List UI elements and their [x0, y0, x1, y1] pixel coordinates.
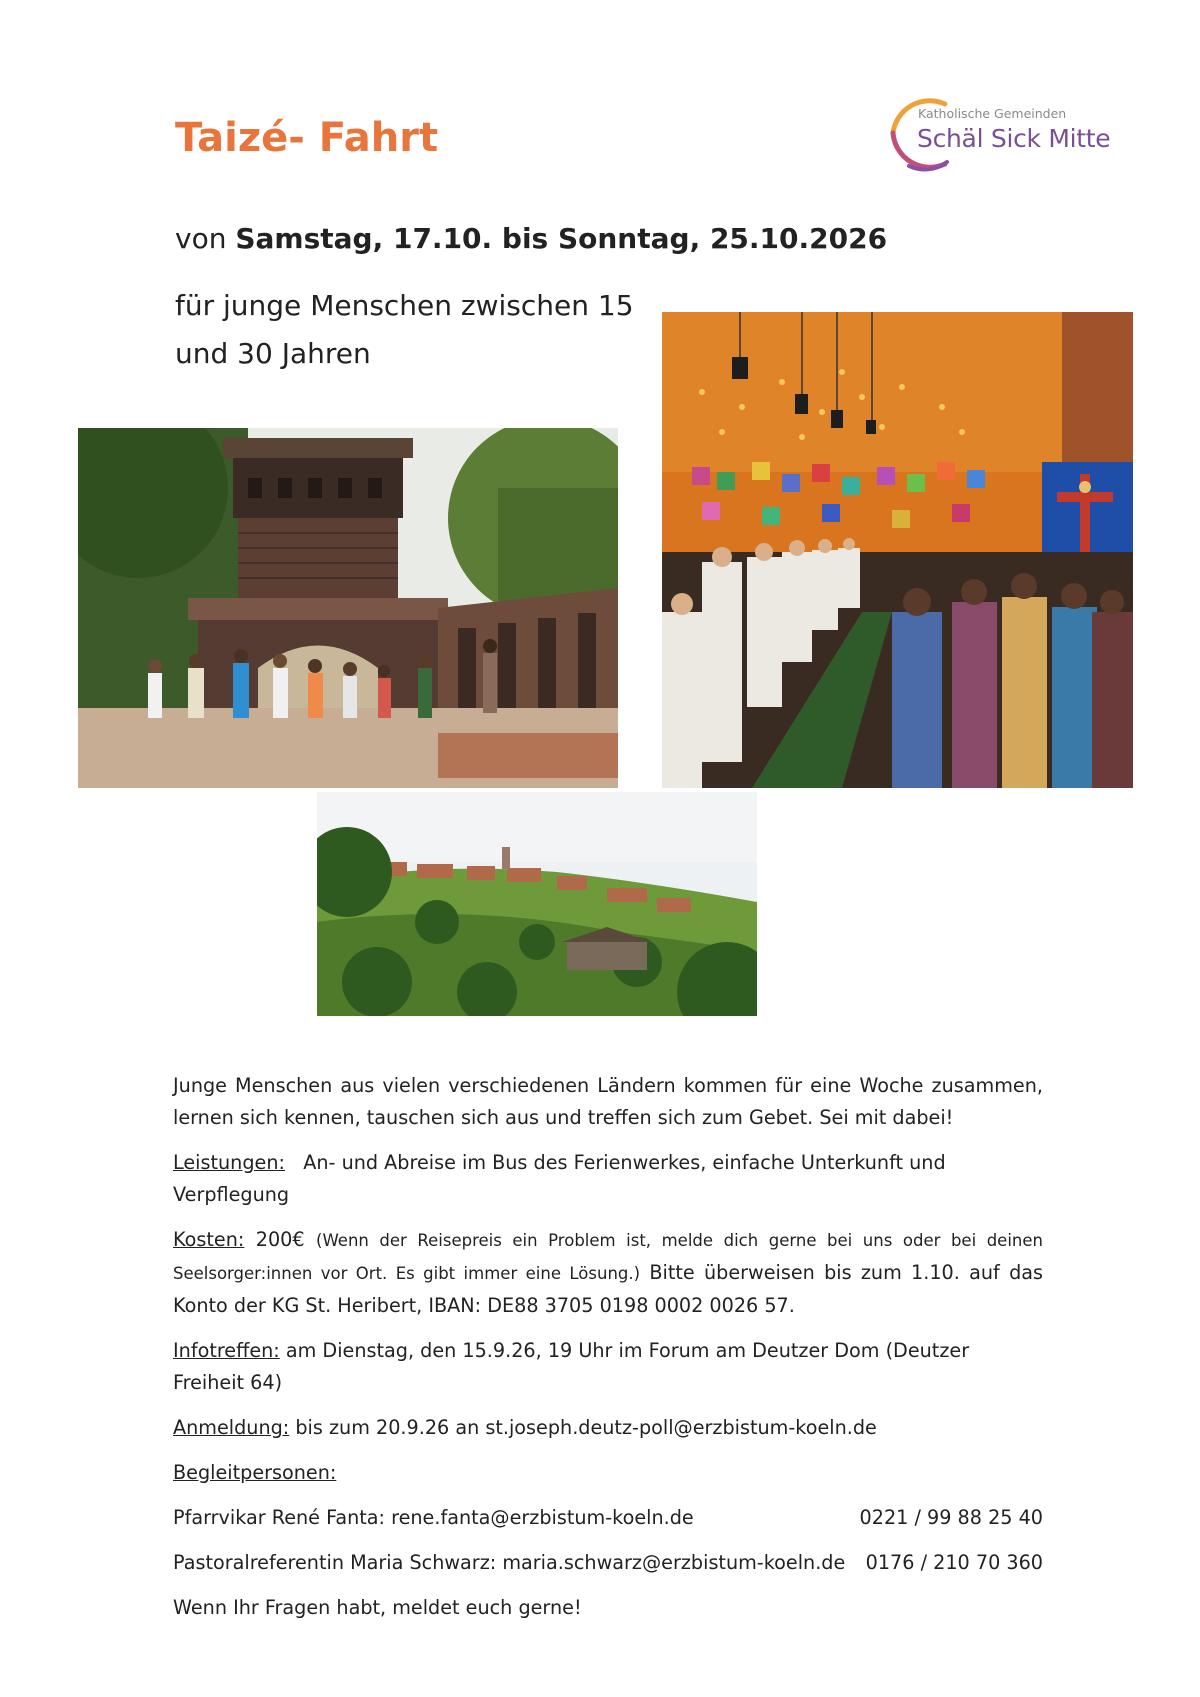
contact-row	[173, 1547, 1043, 1579]
kosten-payment: Bitte überweisen bis zum 1.10. auf das Konto der KG St. Heribert, IBAN: DE88 3705 0198 0002 0026 57.	[173, 1261, 1044, 1317]
dates-prefix: von	[175, 222, 236, 255]
contact-phone: 0221 / 99 88 25 40	[859, 1506, 1043, 1529]
leistungen-row	[173, 1147, 1043, 1211]
logo-subtitle: Katholische Gemeinden	[918, 106, 1067, 121]
begleitpersonen-label: Begleitpersonen:	[173, 1461, 337, 1484]
closing-text: Wenn Ihr Fragen habt, meldet euch gerne!	[173, 1596, 582, 1619]
photo-village-landscape	[317, 792, 757, 1016]
anmeldung-text: bis zum 20.9.26 an st.joseph.deutz-poll@erzbistum-koeln.de	[295, 1416, 877, 1439]
leistungen-label: Leistungen:	[173, 1151, 285, 1174]
infotreffen-text: am Dienstag, den 15.9.26, 19 Uhr im Forum am Deutzer Dom (Deutzer Freiheit 64)	[173, 1339, 970, 1394]
logo-name: Schäl Sick Mitte	[917, 124, 1111, 153]
intro-text: Junge Menschen aus vielen verschiedenen Ländern kommen für eine Woche zusammen, lernen sich kennen, tauschen sich aus und treffen sich zum Gebet. Sei mit dabei!	[173, 1074, 1043, 1129]
leistungen-text: An- und Abreise im Bus des Ferienwerkes, einfache Unterkunft und Verpflegung	[173, 1151, 946, 1206]
body-text	[173, 1070, 1043, 1624]
infotreffen-row	[173, 1335, 1043, 1399]
photo-church-interior	[662, 312, 1133, 788]
contact-name: Pastoralreferentin Maria Schwarz: maria.schwarz@erzbistum-koeln.de	[173, 1551, 846, 1574]
anmeldung-row	[173, 1412, 1043, 1444]
kosten-row	[173, 1224, 1043, 1322]
contact-name: Pfarrvikar René Fanta: rene.fanta@erzbistum-koeln.de	[173, 1506, 694, 1529]
kosten-label: Kosten:	[173, 1228, 245, 1251]
contact-phone: 0176 / 210 70 360	[865, 1551, 1043, 1574]
trip-dates	[175, 222, 887, 255]
anmeldung-label: Anmeldung:	[173, 1416, 290, 1439]
photo-bell-tower	[78, 428, 618, 788]
parish-logo	[885, 92, 1115, 174]
contact-row	[173, 1502, 1043, 1534]
kosten-price: 200€	[255, 1228, 305, 1251]
kosten-note: (Wenn der Reisepreis ein Problem ist, melde dich gerne bei uns oder bei deinen Seelsorger:innen vor Ort. Es gibt immer eine Lösung.)	[173, 1231, 1043, 1283]
target-audience: für junge Menschen zwischen 15 und 30 Jahren	[175, 289, 634, 370]
page-title: Taizé- Fahrt	[175, 115, 439, 161]
dates-range: Samstag, 17.10. bis Sonntag, 25.10.2026	[235, 222, 888, 255]
infotreffen-label: Infotreffen:	[173, 1339, 280, 1362]
